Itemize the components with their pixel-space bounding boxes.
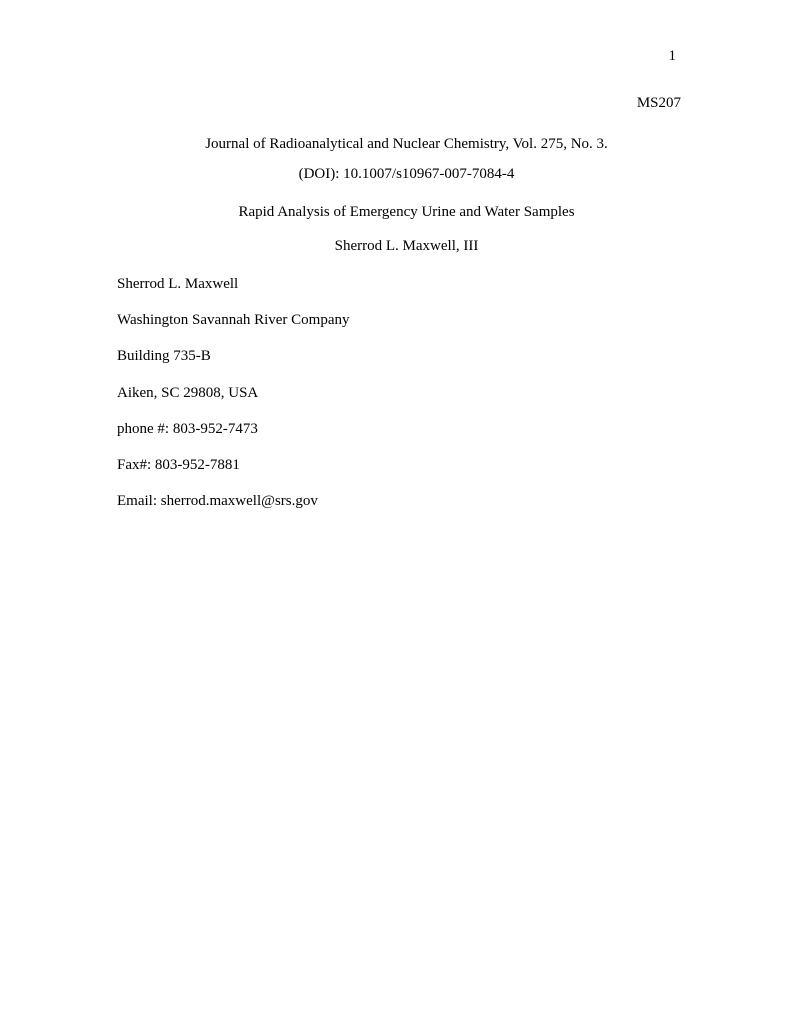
journal-citation: Journal of Radioanalytical and Nuclear Chemistry, Vol. 275, No. 3. <box>205 136 608 152</box>
contact-name: Sherrod L. Maxwell <box>117 276 239 292</box>
paper-title: Rapid Analysis of Emergency Urine and Water Samples <box>238 204 575 220</box>
doi-line: (DOI): 10.1007/s10967-007-7084-4 <box>298 166 515 182</box>
contact-fax: Fax#: 803-952-7881 <box>117 457 240 473</box>
contact-company: Washington Savannah River Company <box>117 312 350 328</box>
page-number: 1 <box>668 48 676 64</box>
contact-email: Email: sherrod.maxwell@srs.gov <box>117 493 318 509</box>
author-line: Sherrod L. Maxwell, III <box>334 238 479 254</box>
contact-phone: phone #: 803-952-7473 <box>117 421 258 437</box>
contact-building: Building 735-B <box>117 348 211 364</box>
contact-city: Aiken, SC 29808, USA <box>117 385 259 401</box>
manuscript-id: MS207 <box>636 95 681 111</box>
